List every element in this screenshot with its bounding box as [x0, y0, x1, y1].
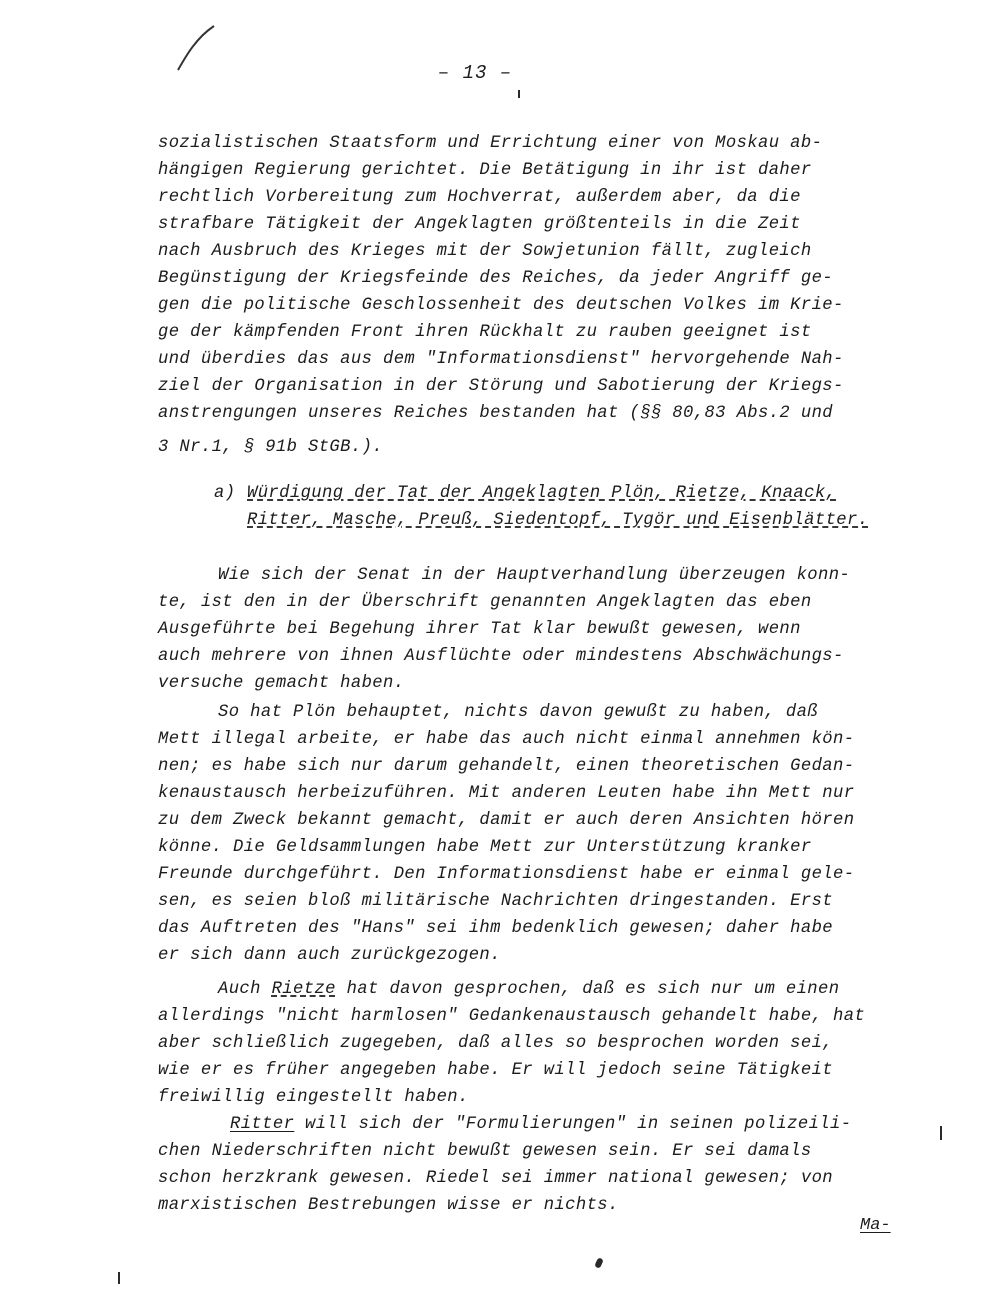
- defendant-name: Ritter: [230, 1115, 295, 1134]
- text-line: er sich dann auch zurückgezogen.: [158, 946, 501, 965]
- text-line: So hat Plön behauptet, nichts davon gewußt zu haben, daß: [218, 703, 818, 722]
- text-line: hängigen Regierung gerichtet. Die Betätigung in ihr ist daher: [158, 161, 812, 180]
- scan-mark: [594, 1257, 604, 1269]
- text-line: schon herzkrank gewesen. Riedel sei immer national gewesen; von: [158, 1169, 833, 1188]
- text-line: ge der kämpfenden Front ihren Rückhalt zu rauben geeignet ist: [158, 323, 812, 342]
- heading-prefix: a): [214, 484, 236, 503]
- text-line: sen, es seien bloß militärische Nachrichten dringestanden. Erst: [158, 892, 833, 911]
- text-line: nen; es habe sich nur darum gehandelt, einen theoretischen Gedan-: [158, 757, 855, 776]
- text-line: könne. Die Geldsammlungen habe Mett zur Unterstützung kranker: [158, 838, 812, 857]
- text-line: das Auftreten des "Hans" sei ihm bedenklich gewesen; daher habe: [158, 919, 833, 938]
- text-run: hat davon gesprochen, daß es sich nur um einen: [335, 980, 840, 999]
- text-line: zu dem Zweck bekannt gemacht, damit er auch deren Ansichten hören: [158, 811, 855, 830]
- text-line: 3 Nr.1, § 91b StGB.).: [158, 438, 383, 457]
- text-run: will sich der "Formulierungen" in seinen polizeili-: [294, 1115, 852, 1134]
- text-line: ziel der Organisation in der Störung und Sabotierung der Kriegs-: [158, 377, 844, 396]
- text-line: wie er es früher angegeben habe. Er will jedoch seine Tätigkeit: [158, 1061, 833, 1080]
- text-line: anstrengungen unseres Reiches bestanden hat (§§ 80,83 Abs.2 und: [158, 404, 833, 423]
- text-line: [230, 1115, 851, 1135]
- catchword: Ma-: [860, 1216, 891, 1235]
- text-line: sozialistischen Staatsform und Errichtung einer von Moskau ab-: [158, 134, 823, 153]
- defendant-name: Rietze: [271, 980, 336, 999]
- text-line: und überdies das aus dem "Informationsdienst" hervorgehende Nah-: [158, 350, 844, 369]
- text-line: Ausgeführte bei Begehung ihrer Tat klar bewußt gewesen, wenn: [158, 620, 801, 639]
- text-run: Auch: [218, 980, 272, 999]
- text-line: rechtlich Vorbereitung zum Hochverrat, außerdem aber, da die: [158, 188, 801, 207]
- scan-mark: [118, 1272, 120, 1284]
- heading-line: Würdigung der Tat der Angeklagten Plön, Rietze, Knaack,: [247, 484, 837, 503]
- text-line: auch mehrere von ihnen Ausflüchte oder mindestens Abschwächungs-: [158, 647, 844, 666]
- text-line: marxistischen Bestrebungen wisse er nichts.: [158, 1196, 619, 1215]
- text-line: strafbare Tätigkeit der Angeklagten größtenteils in die Zeit: [158, 215, 801, 234]
- text-line: aber schließlich zugegeben, daß alles so besprochen worden sei,: [158, 1034, 833, 1053]
- text-line: chen Niederschriften nicht bewußt gewesen sein. Er sei damals: [158, 1142, 812, 1161]
- text-line: Begünstigung der Kriegsfeinde des Reiches, da jeder Angriff ge-: [158, 269, 833, 288]
- text-line: Mett illegal arbeite, er habe das auch nicht einmal annehmen kön-: [158, 730, 855, 749]
- heading-line: Ritter, Masche, Preuß, Siedentopf, Tygör und Eisenblätter.: [247, 511, 869, 530]
- text-line: kenaustausch herbeizuführen. Mit anderen Leuten habe ihn Mett nur: [158, 784, 855, 803]
- scan-mark: [518, 90, 520, 98]
- text-line: freiwillig eingestellt haben.: [158, 1088, 469, 1107]
- text-line: Freunde durchgeführt. Den Informationsdienst habe er einmal gele-: [158, 865, 855, 884]
- text-line: [218, 980, 839, 1000]
- scan-mark: [940, 1126, 942, 1140]
- text-line: nach Ausbruch des Krieges mit der Sowjetunion fällt, zugleich: [158, 242, 812, 261]
- text-line: Wie sich der Senat in der Hauptverhandlung überzeugen konn-: [218, 566, 851, 585]
- text-line: versuche gemacht haben.: [158, 674, 405, 693]
- page-number: – 13 –: [437, 62, 513, 84]
- text-line: gen die politische Geschlossenheit des deutschen Volkes im Krie-: [158, 296, 844, 315]
- text-line: allerdings "nicht harmlosen" Gedankenaustausch gehandelt habe, hat: [158, 1007, 866, 1026]
- text-line: te, ist den in der Überschrift genannten Angeklagten das eben: [158, 593, 812, 612]
